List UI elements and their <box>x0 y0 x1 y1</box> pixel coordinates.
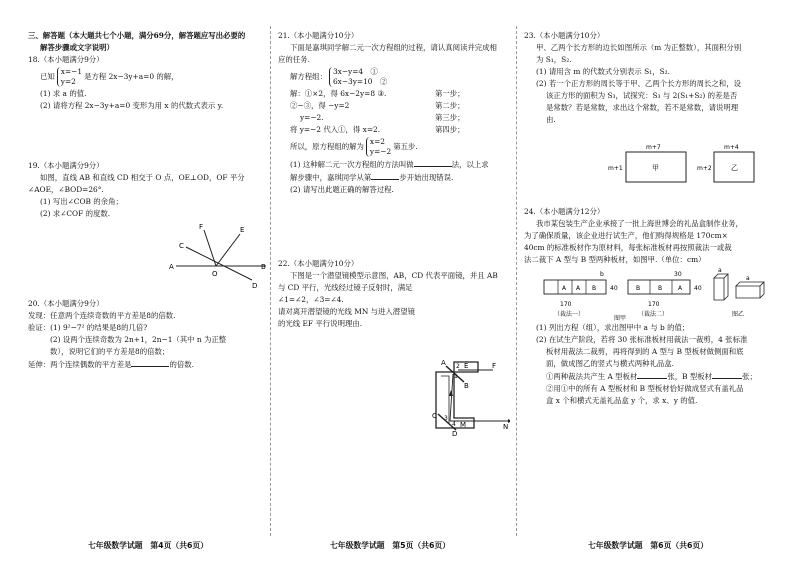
q24-sub2-l2: 盒 x 个和横式无盖礼品盒 y 个，求 x、y 的值. <box>546 396 698 405</box>
q24-line1: 我市某包装生产企业承接了一批上海世博会的礼品盒制作业务， <box>536 219 743 228</box>
cut2-a: A <box>678 285 683 292</box>
rect-jia-height-label: m+1 <box>608 165 623 172</box>
equation-system: x=−1 y=2 <box>57 67 82 87</box>
q21-step4: 将 y=−2 代入①，得 x=2. 第四步； <box>290 125 465 134</box>
label-c: C <box>432 412 437 420</box>
periscope-figure <box>278 328 510 438</box>
cut2-caption: （裁法二） <box>638 311 669 318</box>
cut1-height: 40 <box>610 285 618 292</box>
q19-line1: 如图，直线 AB 和直线 CD 相交于 O 点，OE⊥OD，OF 平分 <box>40 173 245 182</box>
angle-4-label: 4 <box>452 421 456 428</box>
q22-line5: 的光线 EF 平行说明理由. <box>278 319 363 328</box>
cut1-b: B <box>592 285 597 292</box>
box-a-label-2: a <box>746 275 750 282</box>
q22-line3: ∠1=∠2，∠3=∠4. <box>278 295 344 304</box>
q23-line1: 甲、乙两个长方形的边长如图所示（m 为正整数），其面积分别 <box>536 43 742 52</box>
q21-line2: 应的任务. <box>278 55 310 64</box>
label-a: A <box>441 359 446 367</box>
label-c: C <box>179 242 184 250</box>
angle-3-label: 3 <box>444 415 448 422</box>
cut2-height: 40 <box>694 285 702 292</box>
page-6-footer: 七年级数学试题 第6页（共6页） <box>588 541 709 550</box>
label-e: E <box>240 226 245 234</box>
q24-sub2: ②用①中的所有 A 型板材和 B 型板材恰好做成竖式有盖礼品 <box>546 384 744 393</box>
q19-angle-figure <box>28 220 266 290</box>
q21-header: 21.（本小题满分10分） <box>278 31 359 40</box>
q21-system: 解方程组：3x−y=4 ① 6x−3y=10 ② <box>290 67 388 86</box>
cut1-length: 170 <box>560 301 572 308</box>
ray-oe <box>216 234 240 266</box>
column-divider <box>270 26 271 536</box>
q21-step1: 解：①×2，得 6x−2y=8 ③. 第一步； <box>290 89 465 98</box>
q24-part2-l3: 面，做成图乙的竖式与横式两种礼品盒. <box>546 359 674 368</box>
fig-yi-caption: 图乙 <box>732 311 745 318</box>
label-d: D <box>252 282 258 290</box>
box-vertical <box>714 274 728 300</box>
q23-part2: (2) 若一个正方形的周长等于甲、乙两个长方形的周长之和，设 <box>536 79 741 88</box>
q19-part2: (2) 求∠COF 的度数. <box>40 209 111 218</box>
q22-line4: 请对离开潜望镜的光线 MN 与进入潜望镜 <box>278 307 415 316</box>
q21-line1: 下面是嘉琪同学解二元一次方程组的过程，请认真阅读并完成相 <box>290 43 497 52</box>
rect-yi-height-label: m+2 <box>697 165 712 172</box>
q19-header: 19.（本小题满分9分） <box>28 161 104 170</box>
q23-line2: 为 S₁，S₂. <box>536 55 572 64</box>
q20-line1: 发现：任意两个连续奇数的平方差是8的倍数. <box>28 311 176 320</box>
cut1-b-dim: b <box>600 271 604 278</box>
q20-line2: 验证：(1) 9²−7² 的结果是8的几倍? <box>28 323 148 332</box>
q21-step3: y=−2. 第三步； <box>300 113 465 122</box>
label-f: F <box>492 362 497 370</box>
q19-part1: (1) 写出∠COB 的余角； <box>40 197 123 206</box>
q21-step5: 所以，原方程组的解为x=2 y=−2第五步. <box>290 137 418 156</box>
label-f: F <box>199 223 204 231</box>
cut2-length: 170 <box>648 301 660 308</box>
q21-task2: (2) 请写出此题正确的解答过程. <box>290 185 394 194</box>
page-5-column <box>278 30 510 535</box>
q23-part2-l4: 由. <box>546 115 556 124</box>
cut1-a2: A <box>576 285 581 292</box>
rect-yi-name: 乙 <box>731 164 738 172</box>
rectangles-figure <box>524 142 768 192</box>
q18-line1: 已知x=−1 y=2是方程 2x−3y+a=0 的解， <box>40 67 179 86</box>
answer-blank <box>371 171 399 180</box>
q18-part2: (2) 请将方程 2x−3y+a=0 变形为用 x 的代数式表示 y. <box>40 101 224 110</box>
page-4-footer: 七年级数学试题 第4页（共6页） <box>88 541 209 550</box>
q24-part2-l2: 板材用裁法二裁剪，再将得到的 A 型与 B 型板材做侧面和底 <box>546 347 744 356</box>
q24-sub1: ①两种裁法共产生 A 型板材 张，B 型板材 张； <box>546 372 757 381</box>
q23-part1: (1) 请用含 m 的代数式分别表示 S₁，S₂. <box>536 67 670 76</box>
equation-system: x=2 y=−2 <box>366 137 391 157</box>
label-n: N <box>503 423 509 431</box>
section-title-cont: 解答步骤或文字说明） <box>40 43 114 52</box>
page-5-footer: 七年级数学试题 第5页（共6页） <box>330 541 451 550</box>
cut2-b1: B <box>636 285 641 292</box>
answer-blank <box>131 358 169 367</box>
label-m: M <box>460 421 467 429</box>
cut1-caption: （裁法一） <box>554 311 585 318</box>
answer-blank <box>712 370 742 379</box>
line-cd <box>186 247 252 280</box>
q20-header: 20.（本小题满分9分） <box>28 299 104 308</box>
q18-part1: (1) 求 a 的值. <box>40 89 87 98</box>
q24-part1: (1) 列出方程（组），求出图甲中 a 与 b 的值； <box>536 323 690 332</box>
rect-jia-name: 甲 <box>652 164 659 172</box>
section-title: 三、解答题（本大题共七个小题，满分69分，解答题应写出必要的 <box>28 31 246 40</box>
q23-part2-l2: 该正方形的面积为 S₃，试探究：S₃ 与 2(S₁+S₂) 的差是否 <box>546 91 738 100</box>
q22-header: 22.（本小题满分10分） <box>278 259 359 268</box>
q23-header: 23.（本小题满分10分） <box>524 31 605 40</box>
q20-line4: 数），说明它们的平方差是8的倍数； <box>50 347 170 356</box>
cut2-b2: B <box>658 285 663 292</box>
angle-2-label: 2 <box>456 363 460 370</box>
box-horizontal <box>736 282 764 298</box>
box-a-label: a <box>718 267 722 274</box>
page-4-column <box>28 30 266 535</box>
rect-yi-width-label: m+4 <box>724 144 739 151</box>
answer-blank <box>637 370 667 379</box>
column-divider <box>516 26 517 536</box>
q21-task1: (1) 这种解二元一次方程组的方法叫做 法，以上求 <box>290 160 489 169</box>
q20-line5: 延伸：两个连续偶数的平方差是 的倍数. <box>28 360 195 369</box>
q24-part2: (2) 在试生产阶段，若将 30 张标准板材用裁法一裁剪，4 张标准 <box>536 335 748 344</box>
label-b: B <box>464 382 469 390</box>
fig-jia-caption: 图甲 <box>614 315 627 322</box>
label-b: B <box>261 263 266 271</box>
q18-header: 18.（本小题满分9分） <box>28 55 104 64</box>
q24-line3: 40cm 的标准板材作为原材料，每张标准板材再按照裁法一或裁 <box>524 243 732 252</box>
answer-blank <box>414 158 452 167</box>
cut1-a1: A <box>562 285 567 292</box>
q22-line1: 下图是一个潜望镜模型示意图，AB，CD 代表平面镜，并且 AB <box>290 271 498 280</box>
q24-line2: 为了确保质量，该企业进行试生产，他们购得规格是 170cm× <box>524 231 728 240</box>
q24-header: 24.（本小题满分12分） <box>524 207 605 216</box>
label-o: O <box>212 270 218 278</box>
cutting-figure <box>524 266 768 322</box>
label-d: D <box>452 430 458 438</box>
angle-1-label: 1 <box>454 373 458 380</box>
ray-of <box>204 230 216 266</box>
q19-line2: ∠AOE，∠BOD=26°. <box>28 185 104 194</box>
equation-system: 3x−y=4 ① 6x−3y=10 ② <box>329 67 387 87</box>
q20-line3: (2) 设两个连续奇数为 2n+1，2n−1（其中 n 为正整 <box>50 335 227 344</box>
q23-part2-l3: 是常数？若是常数，求出这个常数，若不是常数，请说明理 <box>546 103 739 112</box>
label-a: A <box>169 263 174 271</box>
page-6-column <box>524 30 768 535</box>
q21-task1-cont: 解步骤中，嘉琪同学从第 步开始出现错误. <box>290 173 454 182</box>
rect-jia-width-label: m+7 <box>646 144 661 151</box>
q22-line2: 与 CD 平行，光线经过镜子反射时，满足 <box>278 283 413 292</box>
q24-line4: 法二裁下 A 型与 B 型两种板材，如图甲.（单位：cm） <box>524 255 706 264</box>
board-cut1 <box>544 280 606 294</box>
q21-step2: ②−③，得 −y=2 第二步； <box>290 101 465 110</box>
cut2-30: 30 <box>674 271 682 278</box>
label-e: E <box>464 362 469 370</box>
